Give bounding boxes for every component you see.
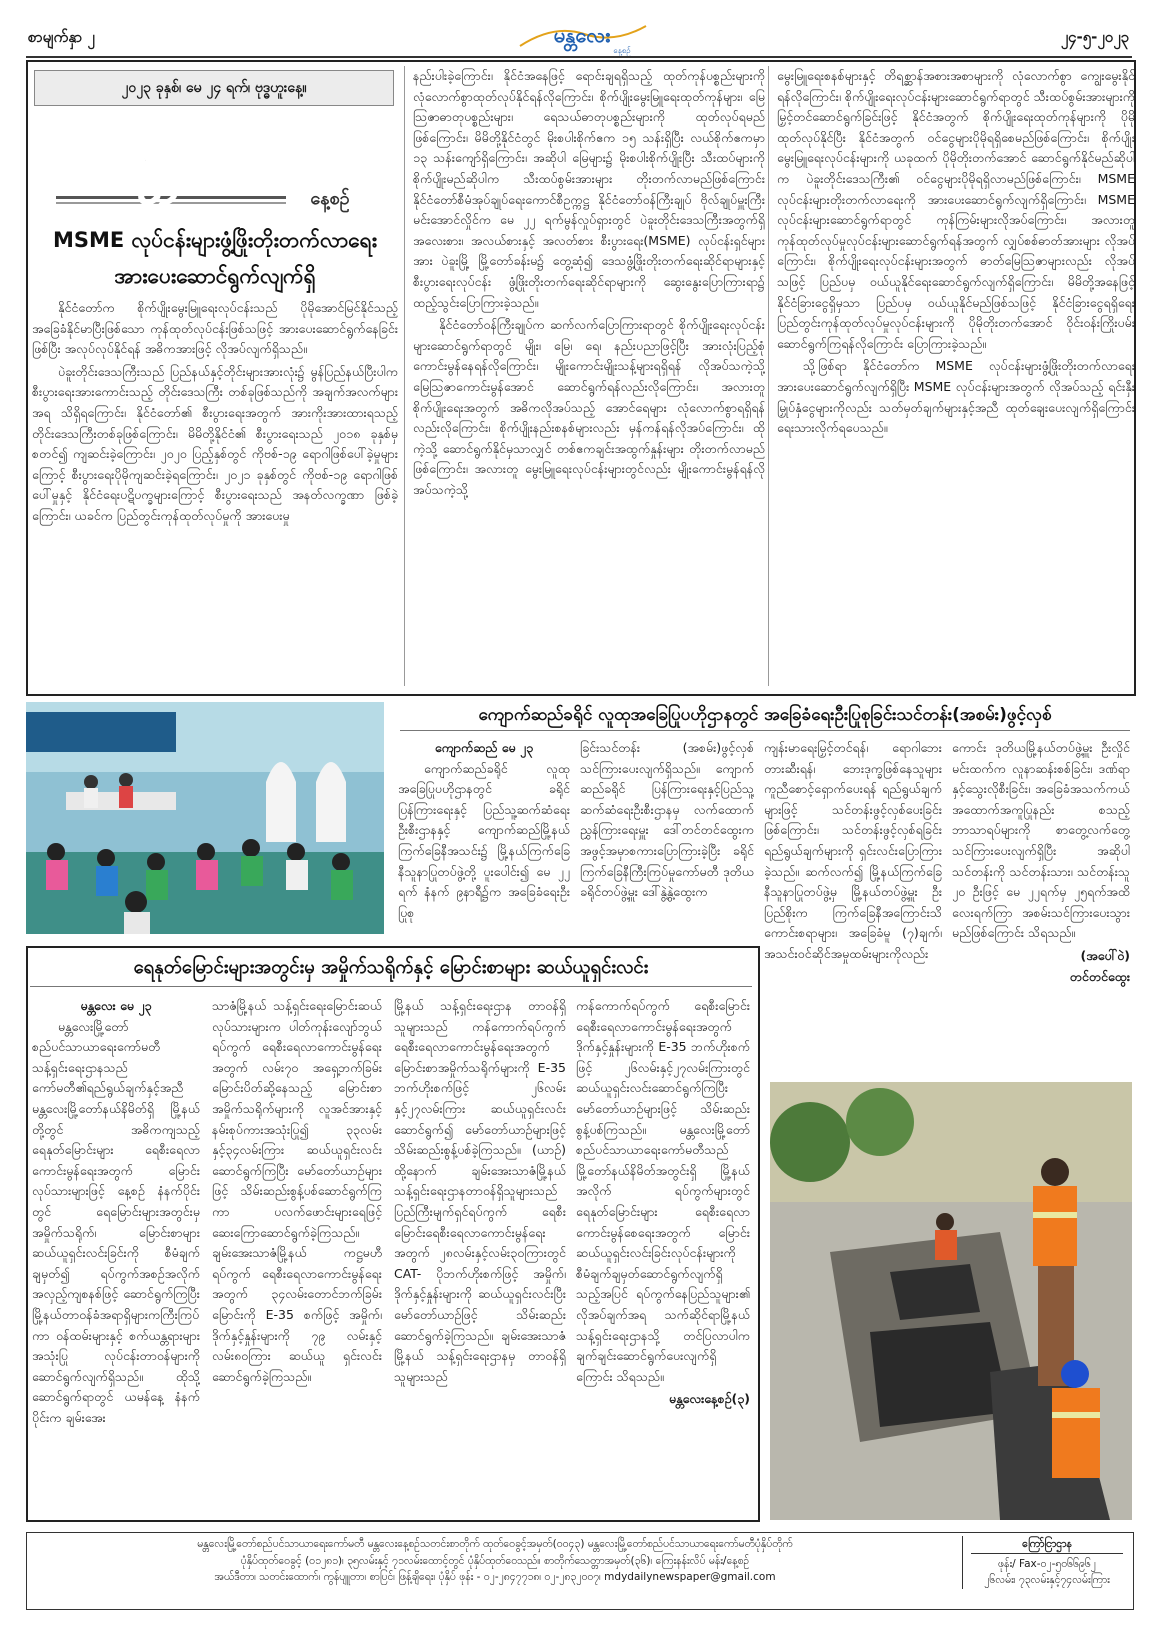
editorial-paragraph: နိုင်ငံတော်က စိုက်ပျိုးမွေးမြူရေးလုပ်ငန်းသည် ပိုမိုအောင်မြင်နိုင်သည့် အခြေခံနိုင်မာပြီးဖြစ်သော ကုန်ထုတ်လုပ်ငန်းဖြစ်သဖြင့် အားပေးဆောင်ရွက်နေခြင်းဖြစ်ပြီး အလုပ်လုပ်နိုင်ရန် အဓိကအားဖြင့် လိုအပ်လျက်ရှိသည်။ [32,300,398,357]
drainage-headline: ရေနုတ်မြောင်းများအတွင်းမှ အမှိုက်သရိုက်နှင့် မြောင်းစာများ ဆယ်ယူရှင်းလင်း [30,950,752,987]
drainage-byline: မန္တလေးနေ့စဉ်(၃) [669,1391,750,1407]
training-dateline: ကျောက်ဆည် မေ ၂၃ [434,740,534,755]
masthead-logo-text: မန္တလေး [553,23,611,47]
training-paragraph: ကောင်း ဒုတိယမြို့နယ်တပ်ဖွဲ့မှူး ဦးလှိုင်မင်းထက်က လူနာဆန်းစစ်ခြင်း၊ ဒဏ်ရာနှင့်သွေးလိုစီးခြင်း၊ အခြေခံအသက်ကယ်အထောက်အကူပြုနည်း စသည့်ဘာသာရပ်များကို စာတွေ့လက်တွေ့ သင်ကြားပေးလျက်ရှိပြီး အဆိုပါသင်တန်းကို သင်တန်းသား၊ သင်တန်းသူ ၂၀ ဦးဖြင့် မေ ၂၂ရက်မှ ၂၅ရက်အထိ လေးရက်ကြာ အစမ်းသင်ကြားပေးသွားမည်ဖြစ်ကြောင်း သိရသည်။ [952,740,1130,941]
editorial-paragraph: နိုင်ငံတော်ဝန်ကြီးချုပ်က ဆက်လက်ပြောကြားရာတွင် စိုက်ပျိုးရေးလုပ်ငန်းများဆောင်ရွက်ရာတွင် မျိုး၊ မြေ၊ ရေ၊ နည်းပညာဖြင့်ပြီး အားလုံးပြည့်စုံကောင်းမွန်နေရန်လိုကြောင်း၊ မျိုးကောင်းမျိုးသန့်များရရှိရန် လိုအပ်သကဲ့သို့ မြေဩဇာကောင်းမွန်အောင် ဆောင်ရွက်ရန်လည်းလိုကြောင်း၊ အလားတူ စိုက်ပျိုးရေးအတွက် အဓိကလိုအပ်သည့် အောင်ရေများ လုံလောက်စွာရရှိရန်လည်းလိုကြောင်း၊ စိုက်ပျိုးနည်းစနစ်များလည်း မှန်ကန်ရန်လိုအပ်ကြောင်း၊ ထိုကဲ့သို့ ဆောင်ရွက်နိုင်မှသာလျှင် တစ်ဧကချင်းအထွက်နှုန်းများ တိုးတက်လာမည်ဖြစ်ကြောင်း၊ အလားတူ မွေးမြူရေးလုပ်ငန်းများတွင်လည်း မျိုးကောင်းမွန်ရန်လိုအပ်သကဲ့သို့ [413,317,765,497]
training-byline [952,946,1130,987]
editorial-logo-sub: နေ့စဉ် [310,188,350,209]
advertising-contact [962,1536,1131,1589]
advertising-address: ၂၆လမ်း၊ ၇၃လမ်းနှင့်၇၄လမ်းကြား [984,1574,1110,1586]
editorial-column-2 [404,66,765,686]
editorial-paragraph: နည်းပါးခဲ့ကြောင်း၊ နိုင်ငံအနေဖြင့် ရောင်းချရရှိသည့် ထုတ်ကုန်ပစ္စည်းများကို လုံလောက်စွာထုတ်လုပ်နိုင်ရန်လိုကြောင်း၊ စိုက်ပျိုးမွေးမြူရေးထုတ်ကုန်များ၊ မြေသြဇာဓာတုပစ္စည်းများ၊ ရေသယ်ဓာတုပစ္စည်းများကို ထုတ်လုပ်ရမည်ဖြစ်ကြောင်း၊ မိမိတို့နိုင်ငံတွင် မိုးစပါးစိုက်ဧက ၁၅ သန်းရှိပြီး လယ်စိုက်ဧကမှာ ၁၃ သန်းကျော်ရှိကြောင်း၊ အဆိုပါ မြေများ၌ မိုးစပါးစိုက်ပျိုးပြီး သီးထပ်များကို စိုက်ပျိုးမည်ဆိုပါက သီးထပ်စွမ်းအားများ တိုးတက်လာမည်ဖြစ်ကြောင်း နိုင်ငံတော်စီမံအုပ်ချုပ်ရေးကောင်စီဥက္ကဋ္ဌ နိုင်ငံတော်ဝန်ကြီးချုပ် ဗိုလ်ချုပ်မှူးကြီး မင်းအောင်လှိုင်က မေ ၂၂ ရက်မွန်လှုပ်ရှားတွင် ပဲခူးတိုင်းဒေသကြီးအတွက်ရှိ အလေးစား၊ အလယ်စားနှင့် အလတ်စား စီးပွားရေး(MSME) လုပ်ငန်းရှင်များအား ပဲခူးမြို့ မြို့တော်ခန်းမ၌ တွေ့ဆုံ၍ ဒေသဖွံ့ဖြိုးတိုးတက်ရေးဆိုင်ရာများနှင့် စီးပွားရေးလုပ်ငန်း ဖွံ့ဖြိုးတိုးတက်ရေးဆိုင်ရာများကို ဆွေးနွေးပြောကြားရာ၌ ထည့်သွင်းပြောကြားခဲ့သည်။ [413,68,765,310]
training-headline: ကျောက်ဆည်ခရိုင် လူထုအခြေပြုပဟိုဌာနတွင် အခြေခံရေးဦးပြုစုခြင်းသင်တန်း(အစမ်း)ဖွင့်လှစ် [400,700,1130,731]
issue-date: ၂၄-၅-၂၀၂၃ [1060,28,1129,46]
advertising-label: ကြော်ငြာဌာန [971,1536,1123,1554]
training-paragraph: ခြင်းသင်တန်း (အစမ်း)ဖွင့်လှစ် သင်ကြားပေးလျက်ရှိသည်။ ကျောက်ဆည်ခရိုင် ပြန်ကြားရေးနှင့်ပြည်သူ့ဆက်ဆံရေးဦးစီးဌာနမှ လက်ထောက်ညွှန်ကြားရေးမှူး ဒေါ်တင်တင်ထွေးက အဖွင့်အမှာစကားပြောကြားခဲ့ပြီး ခရိုင်ကြက်ခြေနီကြီးကြပ်မှုကော်မတီ ဒုတိယ ခရိုင်တပ်ဖွဲ့မှူး ဒေါ်နွဲ့နွဲ့ထွေးက [580,740,754,900]
editorial-logo [52,118,372,216]
publisher-line-1: မန္တလေးမြို့တော်စည်ပင်သာယာရေးကော်မတီ မန္တလေးနေ့စဉ်သတင်းစာတိုက် ထုတ်ဝေခွင့်အမှတ်(၀၀၄၃) မန္တလေးမြို့တော်စည်ပင်သာယာရေးကော်မတီပုံနှိပ်တိုက် [197,1538,793,1550]
editorial-column-1 [32,298,398,686]
masthead-logo-sub: နေ့စဉ် [613,46,631,55]
publisher-line-3: အယ်ဒီတာ၊ သတင်းထောက်၊ ကွန်ပျူတာ၊ စာပြင်၊ ဖြန့်ချိရေး၊ ပုံနှိပ် ဖုန်း - ၀၂-၂၈၄၇၇၁၈၊ ၀၂-၂၈၃၂၀၀၇၊ mdydailynewspaper@gmail.com [214,1571,776,1583]
drainage-paragraph: မန္တလေးမြို့တော်စည်ပင်သာယာရေးကော်မတီ သန့်ရှင်းရေးဌာနသည် ကော်မတီ၏ရည်ရွယ်ချက်နှင့်အညီ မန္တလေးမြို့တော်နယ်နိမိတ်ရှိ မြို့နယ်တို့တွင် အဓိကကျသည့် ရေနုတ်မြောင်းများ ရေစီးရေလာကောင်းမွန်ရေးအတွက် မြောင်းလုပ်သားများဖြင့် နေ့စဉ် နံနက်ပိုင်းတွင် ရေမြောင်းများအတွင်းမှ အမှိုက်သရိုက်၊ မြောင်းစာများ ဆယ်ယူရှင်းလင်းခြင်းကို စီမံချက်ချမှတ်၍ ရပ်ကွက်အစဉ်အလိုက် အလှည့်ကျစနစ်ဖြင့် ဆောင်ရွက်ကြပြီး မြို့နယ်တာဝန်ခံအရာရှိများကကြီးကြပ်ကာ ဝန်ထမ်းများနှင့် စက်ယန္တရားများအသုံးပြု လုပ်ငန်းတာဝန်များကို ဆောင်ရွက်လျက်ရှိသည်။ ထိုသို့ ဆောင်ရွက်ရာတွင် ယမန်နေ့ နံနက်ပိုင်းက ချမ်းအေး [32,1018,200,1425]
drainage-column-1 [32,996,200,1512]
training-paragraph: ကျောက်ဆည်ခရိုင် လူထုအခြေပြုပဟိုဌာနတွင် ခရိုင်ပြန်ကြားရေးနှင့် ပြည်သူ့ဆက်ဆံရေးဦးစီးဌာနနှင့် ကျောက်ဆည်မြို့နယ်ကြက်ခြေနီအသင်း၌ မြို့နယ်ကြက်ခြေနီသူနာပြုတပ်ဖွဲ့တို့ ပူးပေါင်း၍ မေ ၂၂ ရက် နံနက် ၉နာရီ၌က အခြေခံရေးဦးပြုစု [398,760,570,920]
editorial-headline-line1: MSME လုပ်ငန်းများဖွံ့ဖြိုးတိုးတက်လာရေး [52,228,378,252]
advertising-phone: ဖုန်း/ Fax-၀၂-၅၀၆၆၉၆၂ [998,1557,1096,1570]
editorial-paragraph: ပဲခူးတိုင်းဒေသကြီးသည် ပြည်နယ်နှင့်တိုင်းများအားလုံး၌ မွန်ပြည်နယ်ပြီးပါက စီးပွားရေးအားကောင်းသည့် တိုင်းဒေသကြီး တစ်ခုဖြစ်သည်ကို အချက်အလက်များအရ သိရှိရကြောင်း၊ နိုင်ငံတော်၏ စီးပွားရေးအတွက် အားကိုးအားထားရသည့် တိုင်းဒေသကြီးတစ်ခုဖြစ်ကြောင်း၊ မိမိတို့နိုင်ငံ၏ စီးပွားရေးသည် ၂၀၁၈ ခုနှစ်မှ စတင်၍ ကျဆင်းခဲ့ကြောင်း၊ ၂၀၂၀ ပြည့်နှစ်တွင် ကိုဗစ်-၁၉ ရောဂါဖြစ်ပေါ်ခဲ့မှုများကြောင့် စီးပွားရေးပိုမိုကျဆင်းခဲ့ရကြောင်း၊ ၂၀၂၁ ခုနှစ်တွင် ကိုဗစ်-၁၉ ရောဂါဖြစ်ပေါ်မှုနှင့် နိုင်ငံရေးပဋိပက္ခများကြောင့် စီးပွားရေးသည် အနတ်လက္ခဏာ ဖြစ်ခဲ့ကြောင်း၊ ယခင်က ပြည်တွင်းကုန်ထုတ်လုပ်မှုကို အားပေးမှု [32,363,398,523]
publisher-info [30,1536,960,1586]
editorial-paragraph: သို့ဖြစ်ရာ နိုင်ငံတော်က MSME လုပ်ငန်းများဖွံ့ဖြိုးတိုးတက်လာရေးအားပေးဆောင်ရွက်လျက်ရှိပြီး MSME လုပ်ငန်းများအတွက် လိုအပ်သည့် ရင်းနှီးမြှုပ်နှံငွေများကိုလည်း သတ်မှတ်ချက်များနှင့်အညီ ထုတ်ချေးပေးလျက်ရှိကြောင်း ရေးသားလိုက်ရပေသည်။ [777,358,1135,436]
editorial-headline-line2: အားပေးဆောင်ရွက်လျက်ရှိ [114,264,316,288]
drainage-column-4 [576,996,750,1512]
training-session-photo [26,702,384,934]
masthead-logo [514,16,652,56]
training-paragraph: ကျန်းမာရေးမြှင့်တင်ရန်၊ ရောဂါဘေးတားဆီးရန်၊ ဘေးဒုက္ခဖြစ်နေသူများ ကူညီစောင့်ရှောက်ပေးရန် ရည်ရွယ်ချက်များဖြင့် သင်တန်းဖွင့်လှစ်ပေးခြင်းဖြစ်ကြောင်း၊ သင်တန်းဖွင့်လှစ်ရခြင်း ရည်ရွယ်ချက်များကို ရှင်းလင်းပြောကြားခဲ့သည်။ ဆက်လက်၍ မြို့နယ်ကြက်ခြေနီသူနာပြုတပ်ဖွဲ့မှ မြို့နယ်တပ်ဖွဲ့မှူး ဦးပြည်စိုးက ကြက်ခြေနီအကြောင်းသိကောင်းစရာများ၊ အခြေခံမူ (၇)ချက်၊ အသင်းဝင်ဆိုင်အမှုထမ်းများကိုလည်း [764,740,942,961]
drainage-paragraph: မြို့နယ် သန့်ရှင်းရေးဌာန တာဝန်ရှိသူများသည် ကန်ကောက်ရပ်ကွက် ရေစီးရေလာကောင်းမွန်ရေးအတွက် မြောင်းစာအမှိုက်သရိုက်များကို E-35 ဘက်ဟိုးစက်ဖြင့် ၂၆လမ်းနှင့်၂၇လမ်းကြား ဆယ်ယူရှင်းလင်းဆောင်ရွက်၍ မော်တော်ယာဉ်များဖြင့် သိမ်းဆည်းစွန့်ပစ်ခဲ့ကြသည်။ (ယာဉ်) ထို့နောက် ချမ်းအေးသာဇံမြို့နယ် သန့်ရှင်းရေးဌာနတာဝန်ရှိသူများသည် ပြည်ကြီးမျက်ရှင်ရပ်ကွက် ရေစီးမြောင်းရေစီးရေလာကောင်းမွန်ရေးအတွက် ၂၈လမ်းနှင့်လမ်း၃၀ကြားတွင် CAT- ပိုဘက်ဟိုးစက်ဖြင့် အမှိုက်၊ ဒိုက်နှင့်နှုန်းများကို ဆယ်ယူရှင်းလင်းပြီး မော်တော်ယာဉ်ဖြင့် သိမ်းဆည်းဆောင်ရွက်ခဲ့ကြသည်။ ချမ်းအေးသာဇံမြို့နယ် သန့်ရှင်းရေးဌာနမှ တာဝန်ရှိသူများသည် [394,998,566,1384]
training-byline-author: တင်တင်ထွေး [1069,968,1130,984]
drainage-column-2 [212,996,382,1512]
header-rule [26,56,1132,58]
page-number: စာမျက်နှာ ၂ [28,28,95,46]
drain-cleaning-photo [770,1082,1132,1520]
editorial-headline [32,222,398,294]
publisher-line-2: ပုံနှိပ်ထုတ်ဝေခွင့် (၀၁၂၈၁)၊ ၃၅လမ်းနှင့် ၇၁လမ်းထောင့်တွင် ပုံနှိပ်ထုတ်ဝေသည်။ စာတိုက်သေတ္တာအမှတ်(၃၆)၊ ကြေးနန်းလိပ် မန်း/နေ့စဉ် [240,1554,750,1567]
editorial-logo-text: မန္တလေး [115,130,269,193]
drainage-dateline: မန္တလေး မေ ၂၃ [80,998,152,1013]
drainage-paragraph: သာဇံမြို့နယ် သန့်ရှင်းရေးမြောင်းဆယ်လုပ်သားများက ပါတ်ကုန်းလျော်ဘွယ်ရပ်ကွက် ရေစီးရေလာကောင်းမွန်ရေးအတွက် လမ်း၇၀ အရှေ့ဘက်ခြမ်းမြောင်းပိတ်ဆို့နေသည့် မြောင်းစာအမှိုက်သရိုက်များကို လူအင်အားနှင့်နမ်းစုပ်ကားအသုံးပြု၍ ၃၃လမ်းနှင့်၃၄လမ်းကြား ဆယ်ယူရှင်းလင်းဆောင်ရွက်ကြပြီး မော်တော်ယာဉ်များဖြင့် သိမ်းဆည်းစွန့်ပစ်ဆောင်ရွက်ကြ ကာ ပလက်ဖောင်းများရေဖြင့် ဆေးကြောဆောင်ရွက်ခဲ့ကြသည်။ ချမ်းအေးသာဇံမြို့နယ် ကဋ္ဌမဟီရပ်ကွက် ရေစီးရေလာကောင်းမွန်ရေးအတွက် ၃၄လမ်းတောင်ဘက်ခြမ်းမြောင်းကို E-35 စက်ဖြင့် အမှိုက်၊ ဒိုက်နှင့်နှုန်းများကို ၇၉ လမ်းနှင့်လမ်း၈၀ကြား ဆယ်ယူ ရှင်းလင်းဆောင်ရွက်ခဲ့ကြသည်။ [212,998,382,1384]
drainage-column-3 [394,996,566,1512]
training-column-4 [952,738,1130,1066]
editorial-date-banner: ၂၀၂၃ ခုနှစ်၊ မေ ၂၄ ရက်၊ ဗုဒ္ဓဟူးနေ့။ [34,70,394,106]
drainage-paragraph: ကန်ကောက်ရပ်ကွက် ရေစီးမြောင်းရေစီးရေလာကောင်းမွန်ရေးအတွက် ဒိုက်နှင့်နှုန်းများကို E-35 ဘက်ဟိုးစက်ဖြင့် ၂၆လမ်းနှင့်၂၇လမ်းကြားတွင် ဆယ်ယူရှင်းလင်းဆောင်ရွက်ကြပြီး မော်တော်ယာဉ်များဖြင့် သိမ်းဆည်းစွန့်ပစ်ကြသည်။ မန္တလေးမြို့တော်စည်ပင်သာယာရေးကော်မတီသည် မြို့တော်နယ်နိမိတ်အတွင်းရှိ မြို့နယ်အလိုက် ရပ်ကွက်များတွင် ရေနုတ်မြောင်းများ ရေစီးရေလာကောင်းမွန်စေရေးအတွက် မြောင်းဆယ်ယူရှင်းလင်းခြင်းလုပ်ငန်းများကို စီမံချက်ချမှတ်ဆောင်ရွက်လျက်ရှိ သည့်အပြင် ရပ်ကွက်နေပြည်သူများ၏ လိုအပ်ချက်အရ သက်ဆိုင်ရာမြို့နယ်သန့်ရှင်းရေးဌာနသို့ တင်ပြလာပါက ချက်ချင်းဆောင်ရွက်ပေးလျက်ရှိကြောင်း သိရသည်။ [576,998,750,1384]
editorial-column-3 [768,66,1135,686]
editorial-paragraph: မွေးမြူရေးစနစ်များနှင့် တိရစ္ဆာန်အစားအစာများကို လုံလောက်စွာ ကျွေးမွေးနိုင်ရန်လိုကြောင်း၊ စိုက်ပျိုးရေးလုပ်ငန်းများဆောင်ရွက်ရာတွင် သီးထပ်စွမ်းအားများကို မြှင့်တင်ဆောင်ရွက်ခြင်းဖြင့် နိုင်ငံအတွက် စိုက်ပျိုးရေးထုတ်ကုန်များကို ပိုမိုထုတ်လုပ်နိုင်ပြီး နိုင်ငံအတွက် ဝင်ငွေများပိုမိုရရှိစေမည်ဖြစ်ကြောင်း၊ စိုက်ပျိုးမွေးမြူရေးလုပ်ငန်းများကို ယခုထက် ပိုမိုတိုးတက်အောင် ဆောင်ရွက်နိုင်မည်ဆိုပါက ပဲခူးတိုင်းဒေသကြီး၏ ဝင်ငွေများပိုမိုရရှိလာမည်ဖြစ်ကြောင်း၊ MSME လုပ်ငန်းများတိုးတက်လာရေးကို အားပေးဆောင်ရွက်လျက်ရှိကြောင်း၊ MSME လုပ်ငန်းများဆောင်ရွက်ရာတွင် ကုန်ကြမ်းများလိုအပ်ကြောင်း၊ အလားတူ ကုန်ထုတ်လုပ်မှုလုပ်ငန်းများဆောင်ရွက်ရန်အတွက် လျှပ်စစ်ဓာတ်အားများ လိုအပ်ကြောင်း၊ စိုက်ပျိုးရေးလုပ်ငန်းများအတွက် ဓာတ်မြေသြဇာများလည်း လိုအပ်သဖြင့် ပြည်ပမှ ဝယ်ယူနိုင်ရေးဆောင်ရွက်လျက်ရှိကြောင်း၊ မိမိတို့အနေဖြင့် နိုင်ငံခြားငွေရှိမှသာ ပြည်ပမှ ဝယ်ယူနိုင်မည်ဖြစ်သဖြင့် နိုင်ငံခြားငွေရရှိရေး ပြည်တွင်းကုန်ထုတ်လုပ်မှုလုပ်ငန်းများကို ပိုမိုတိုးတက်အောင် ဝိုင်းဝန်းကြိုးပမ်းဆောင်ရွက်ကြရန်လိုကြောင်း ပြောကြားခဲ့သည်။ [777,68,1135,351]
training-column-3 [764,738,942,1066]
training-byline-source: (အပေါ်ဝဲ) [1080,947,1130,963]
